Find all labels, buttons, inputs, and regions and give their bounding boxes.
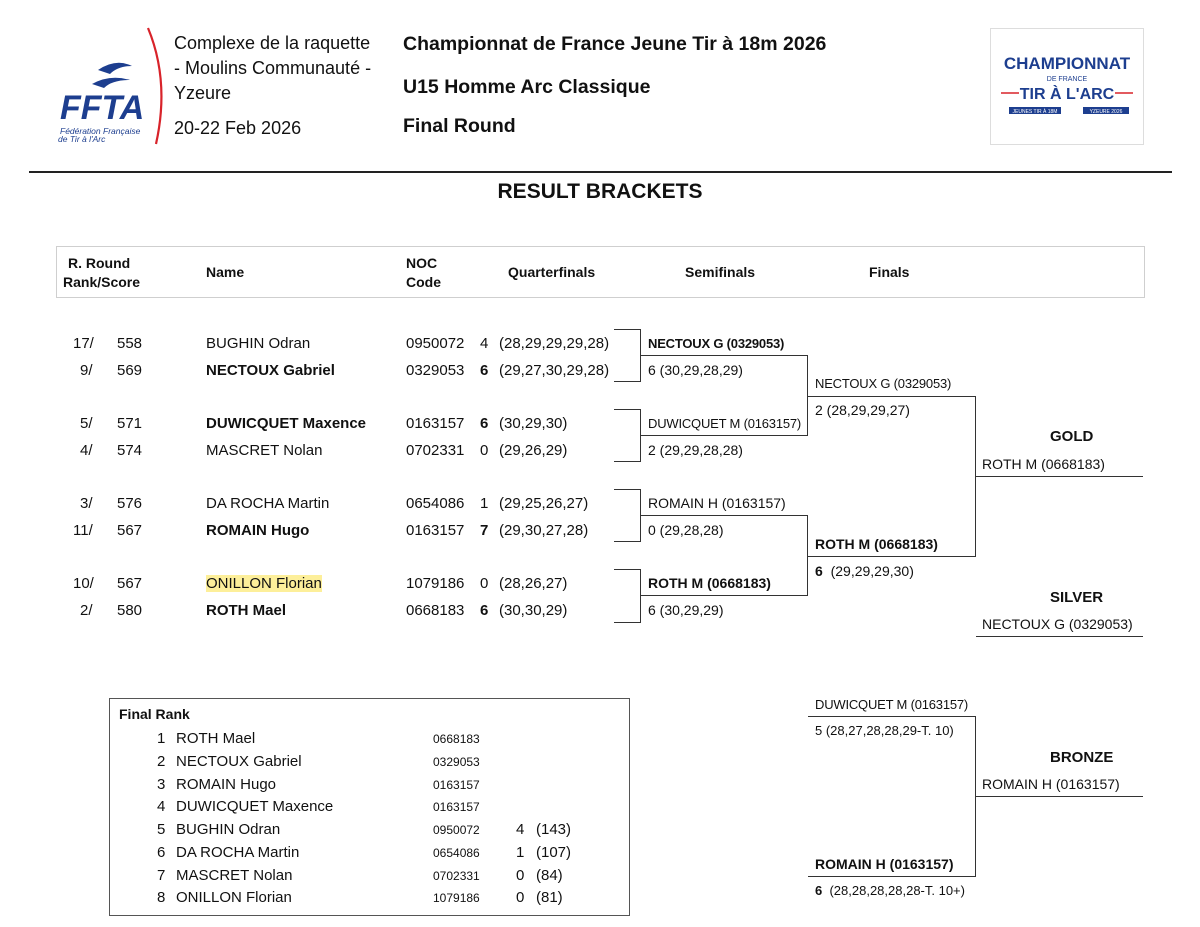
bracket-line	[614, 461, 641, 462]
rank-total: (143)	[536, 821, 572, 838]
bracket-line	[614, 569, 641, 570]
event-category: U15 Homme Arc Classique	[403, 76, 651, 98]
qf-points: 1	[480, 495, 489, 512]
athlete-name: DUWICQUET Maxence	[206, 415, 367, 432]
athlete-score: 571	[117, 415, 143, 432]
athlete-name-highlighted: ONILLON Florian	[206, 575, 322, 592]
svg-text:YZEURE 2026: YZEURE 2026	[1089, 109, 1123, 115]
athlete-rank: 2/	[80, 602, 93, 619]
athlete-score: 569	[117, 362, 143, 379]
athlete-score: 567	[117, 522, 143, 539]
rank-pos: 1	[157, 730, 166, 747]
athlete-rank: 4/	[80, 442, 93, 459]
athlete-noc: 0950072	[406, 335, 465, 352]
gold-name: ROTH M (0668183)	[982, 456, 1105, 472]
event-title: Championnat de France Jeune Tir à 18m 2026	[403, 33, 827, 55]
bronze-result-points: 6	[815, 883, 823, 898]
athlete-name: DA ROCHA Martin	[206, 495, 330, 512]
athlete-noc: 0163157	[406, 522, 465, 539]
rank-name: MASCRET Nolan	[176, 867, 293, 884]
athlete-name: BUGHIN Odran	[206, 335, 311, 352]
rank-pos: 5	[157, 821, 166, 838]
final-name: NECTOUX G (0329053)	[815, 376, 952, 391]
qf-points: 0	[480, 575, 489, 592]
semifinal-result: 2 (29,29,28,28)	[648, 442, 743, 458]
silver-name: NECTOUX G (0329053)	[982, 616, 1133, 632]
rank-noc: 0654086	[433, 846, 480, 860]
bracket-line	[976, 476, 1143, 477]
athlete-noc: 0668183	[406, 602, 465, 619]
athlete-rank: 9/	[80, 362, 93, 379]
rank-points: 4	[516, 821, 525, 838]
rank-pos: 4	[157, 798, 166, 815]
bracket-line	[641, 515, 808, 516]
bronze-name: ROMAIN H (0163157)	[982, 776, 1120, 792]
rank-points: 1	[516, 844, 525, 861]
col-quarterfinals: Quarterfinals	[508, 264, 596, 280]
col-name: Name	[206, 264, 245, 280]
rank-name: DA ROCHA Martin	[176, 844, 300, 861]
semifinal-result: 0 (29,28,28)	[648, 522, 724, 538]
qf-points: 7	[480, 522, 489, 539]
bracket-line	[641, 355, 808, 356]
rank-name: BUGHIN Odran	[176, 821, 281, 838]
athlete-rank: 17/	[73, 335, 94, 352]
svg-text:TIR À L'ARC: TIR À L'ARC	[1019, 86, 1115, 103]
bronze-match-result: 5 (28,27,28,28,29-T. 10)	[815, 723, 954, 738]
semifinal-result: 6 (30,29,28,29)	[648, 362, 743, 378]
semifinal-name: DUWICQUET M (0163157)	[648, 416, 802, 431]
rank-pos: 7	[157, 867, 166, 884]
bracket-line	[614, 329, 641, 330]
event-round: Final Round	[403, 115, 516, 137]
bracket-line	[808, 556, 976, 557]
col-finals: Finals	[869, 264, 910, 280]
final-result-points: 6	[815, 563, 823, 579]
rank-noc: 0702331	[433, 869, 480, 883]
rank-total: (107)	[536, 844, 572, 861]
athlete-noc: 0163157	[406, 415, 465, 432]
athlete-noc: 0329053	[406, 362, 465, 379]
athlete-noc: 0702331	[406, 442, 465, 459]
venue-line3: Yzeure	[174, 83, 232, 103]
bracket-line	[641, 595, 808, 596]
bracket-line	[614, 541, 641, 542]
bracket-line	[976, 796, 1143, 797]
bracket-line	[614, 622, 641, 623]
venue-line1: Complexe de la raquette	[174, 33, 371, 53]
col-noc-line1: NOC	[406, 255, 438, 271]
qf-sets: (28,29,29,29,28)	[499, 335, 610, 352]
bronze-label: BRONZE	[1050, 749, 1114, 766]
athlete-name: ROMAIN Hugo	[206, 522, 310, 539]
rank-name: ROTH Mael	[176, 730, 256, 747]
athlete-rank: 10/	[73, 575, 94, 592]
col-semifinals: Semifinals	[685, 264, 756, 280]
col-noc-line2: Code	[406, 274, 441, 290]
page-title: RESULT BRACKETS	[497, 180, 703, 203]
athlete-name: MASCRET Nolan	[206, 442, 323, 459]
athlete-rank: 5/	[80, 415, 93, 432]
bracket-line	[808, 716, 976, 717]
rank-noc: 0163157	[433, 778, 480, 792]
semifinal-name: ROTH M (0668183)	[648, 575, 771, 591]
rank-name: ONILLON Florian	[176, 889, 292, 906]
silver-label: SILVER	[1050, 589, 1104, 606]
rank-total: (84)	[536, 867, 563, 884]
semifinal-result: 6 (30,29,29)	[648, 602, 724, 618]
qf-sets: (29,30,27,28)	[499, 522, 589, 539]
semifinal-name: ROMAIN H (0163157)	[648, 495, 786, 511]
rank-pos: 2	[157, 753, 166, 770]
rank-points: 0	[516, 889, 525, 906]
rank-noc: 0950072	[433, 823, 480, 837]
qf-sets: (29,25,26,27)	[499, 495, 589, 512]
rank-points: 0	[516, 867, 525, 884]
bracket-line	[614, 489, 641, 490]
bracket-line	[808, 396, 976, 397]
qf-sets: (29,26,29)	[499, 442, 568, 459]
rank-name: DUWICQUET Maxence	[176, 798, 334, 815]
bronze-result-sets: (28,28,28,28,28-T. 10+)	[829, 883, 965, 898]
ffta-logo	[52, 26, 177, 146]
rank-pos: 3	[157, 776, 166, 793]
qf-sets: (30,29,30)	[499, 415, 568, 432]
rank-name: ROMAIN Hugo	[176, 776, 277, 793]
bronze-match-name: DUWICQUET M (0163157)	[815, 697, 969, 712]
qf-points: 6	[480, 362, 489, 379]
rank-pos: 6	[157, 844, 166, 861]
bronze-match-name: ROMAIN H (0163157)	[815, 856, 954, 872]
athlete-rank: 11/	[73, 522, 93, 539]
qf-points: 6	[480, 602, 489, 619]
rank-total: (81)	[536, 889, 563, 906]
col-rank-line2: Rank/Score	[63, 274, 141, 290]
final-rank-title: Final Rank	[119, 706, 190, 722]
qf-sets: (28,26,27)	[499, 575, 568, 592]
semifinal-name: NECTOUX G (0329053)	[648, 336, 785, 351]
qf-points: 0	[480, 442, 489, 459]
svg-text:de Tir à l'Arc: de Tir à l'Arc	[58, 134, 106, 144]
qf-points: 6	[480, 415, 489, 432]
rank-noc: 0329053	[433, 755, 480, 769]
athlete-rank: 3/	[80, 495, 93, 512]
venue-line2: - Moulins Communauté -	[174, 58, 372, 78]
col-rank-line1: R. Round	[68, 255, 131, 271]
final-result: 2 (28,29,29,27)	[815, 402, 910, 418]
athlete-score: 574	[117, 442, 143, 459]
gold-label: GOLD	[1050, 428, 1094, 445]
header-divider	[29, 171, 1172, 173]
svg-text:JEUNES TIR À 18M: JEUNES TIR À 18M	[1012, 109, 1058, 115]
rank-noc: 0163157	[433, 800, 480, 814]
final-name: ROTH M (0668183)	[815, 536, 938, 552]
bracket-line	[976, 636, 1143, 637]
svg-text:CHAMPIONNAT: CHAMPIONNAT	[1003, 54, 1131, 73]
final-result-sets: (29,29,29,30)	[830, 563, 914, 579]
event-dates: 20-22 Feb 2026	[174, 118, 302, 138]
rank-pos: 8	[157, 889, 166, 906]
athlete-name: NECTOUX Gabriel	[206, 362, 335, 379]
championnat-logo	[990, 28, 1144, 145]
bracket-line	[614, 381, 641, 382]
svg-text:DE FRANCE: DE FRANCE	[1046, 76, 1088, 83]
athlete-score: 558	[117, 335, 143, 352]
qf-points: 4	[480, 335, 489, 352]
athlete-score: 580	[117, 602, 143, 619]
athlete-name: ROTH Mael	[206, 602, 287, 619]
rank-noc: 1079186	[433, 891, 480, 905]
athlete-noc: 1079186	[406, 575, 465, 592]
athlete-score: 567	[117, 575, 143, 592]
bracket-line	[614, 409, 641, 410]
qf-sets: (29,27,30,29,28)	[499, 362, 610, 379]
rank-name: NECTOUX Gabriel	[176, 753, 302, 770]
ffta-logo-text: FFTA	[60, 89, 145, 127]
svg-text:Fédération Française: Fédération Française	[60, 126, 141, 136]
qf-sets: (30,30,29)	[499, 602, 568, 619]
rank-noc: 0668183	[433, 732, 480, 746]
bracket-line	[641, 435, 808, 436]
bracket-line	[808, 876, 976, 877]
athlete-score: 576	[117, 495, 143, 512]
athlete-noc: 0654086	[406, 495, 465, 512]
